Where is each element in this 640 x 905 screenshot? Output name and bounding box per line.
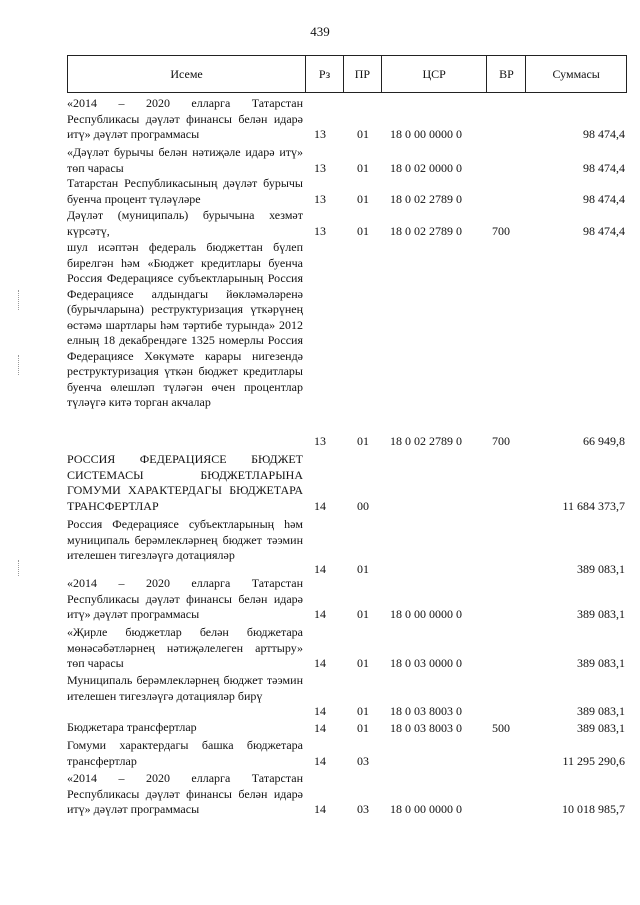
row-pr: 01 — [357, 606, 369, 621]
row-sum: 98 474,4 — [583, 126, 625, 141]
row-pr: 01 — [357, 703, 369, 718]
row-csr: 18 0 00 0000 0 — [390, 126, 462, 141]
table-row — [67, 517, 627, 577]
table-header — [67, 55, 627, 93]
row-csr: 18 0 02 2789 0 — [390, 433, 462, 448]
row-pr: 01 — [357, 720, 369, 735]
row-sum: 389 083,1 — [577, 561, 625, 576]
row-sum: 389 083,1 — [577, 720, 625, 735]
table-row — [67, 720, 627, 736]
row-name: «2014 – 2020 елларга Татарстан Республикасы дәүләт финансы белән идарә итү» дәүләт программасы — [67, 576, 303, 621]
row-name: «2014 – 2020 елларга Татарстан Республикасы дәүләт финансы белән идарә итү» дәүләт программасы — [67, 771, 303, 816]
margin-mark — [18, 355, 20, 375]
row-sum: 98 474,4 — [583, 160, 625, 175]
row-rz: 14 — [314, 801, 326, 816]
row-pr: 03 — [357, 801, 369, 816]
row-name: Дәүләт (муниципаль) бурычына хезмәт күрсәтү, — [67, 208, 303, 238]
row-pr: 01 — [357, 191, 369, 206]
row-sum: 98 474,4 — [583, 191, 625, 206]
row-rz: 14 — [314, 498, 326, 513]
table-row — [67, 673, 627, 719]
row-name: «2014 – 2020 елларга Татарстан Республикасы дәүләт финансы белән идарә итү» дәүләт программасы — [67, 96, 303, 141]
row-rz: 14 — [314, 606, 326, 621]
table-row — [67, 176, 627, 207]
row-vr: 700 — [492, 223, 510, 238]
row-rz: 14 — [314, 655, 326, 670]
table-row — [67, 145, 627, 176]
row-name: «Дәүләт бурычы белән нәтиҗәле идарә итү» төп чарасы — [67, 145, 303, 175]
row-sum: 98 474,4 — [583, 223, 625, 238]
row-pr: 01 — [357, 160, 369, 175]
table-row — [67, 208, 627, 239]
row-csr: 18 0 02 2789 0 — [390, 191, 462, 206]
table-row — [67, 625, 627, 671]
row-pr: 03 — [357, 753, 369, 768]
row-pr: 01 — [357, 223, 369, 238]
header-rz: Рз — [306, 56, 344, 92]
row-name: РОССИЯ ФЕДЕРАЦИЯСЕ БЮДЖЕТ СИСТЕМАСЫ БЮДЖЕТЛАРЫНА ГОМУМИ ХАРАКТЕРДАГЫ БЮДЖЕТАРА ТРАНСФЕРТЛАР — [67, 452, 303, 513]
row-rz: 13 — [314, 223, 326, 238]
row-rz: 14 — [314, 753, 326, 768]
row-sum: 389 083,1 — [577, 703, 625, 718]
row-pr: 01 — [357, 126, 369, 141]
row-name: Гомуми характердагы башка бюджетара трансфертлар — [67, 738, 303, 768]
row-name: Россия Федерациясе субъектларының һәм муниципаль берәмлекләрнең бюджет тәэмин ителешен тигезләүгә дотацияләр — [67, 517, 303, 562]
row-rz: 14 — [314, 720, 326, 735]
row-name: «Җирле бюджетлар белән бюджетара мөнәсәбәтләрнең нәтиҗәлелеген арттыру» төп чарасы — [67, 625, 303, 670]
row-name: Татарстан Республикасының дәүләт бурычы буенча процент түләүләре — [67, 176, 303, 206]
table-row — [67, 738, 627, 769]
row-sum: 11 295 290,6 — [562, 753, 625, 768]
header-sum: Суммасы — [552, 66, 600, 81]
row-name: Бюджетара трансфертлар — [67, 720, 197, 734]
row-sum: 66 949,8 — [583, 433, 625, 448]
row-rz: 13 — [314, 160, 326, 175]
row-sum: 389 083,1 — [577, 606, 625, 621]
row-vr: 700 — [492, 433, 510, 448]
table-row — [67, 96, 627, 142]
row-csr: 18 0 03 8003 0 — [390, 703, 462, 718]
header-pr: ПР — [344, 56, 382, 92]
margin-mark — [18, 290, 20, 310]
row-vr: 500 — [492, 720, 510, 735]
row-rz: 14 — [314, 703, 326, 718]
table-row — [67, 452, 627, 514]
row-csr: 18 0 00 0000 0 — [390, 606, 462, 621]
row-rz: 13 — [314, 433, 326, 448]
row-pr: 01 — [357, 561, 369, 576]
table-row — [67, 240, 627, 449]
row-rz: 14 — [314, 561, 326, 576]
row-csr: 18 0 03 8003 0 — [390, 720, 462, 735]
row-csr: 18 0 00 0000 0 — [390, 801, 462, 816]
header-csr: ЦСР — [382, 56, 488, 92]
row-name: шул исәптән федераль бюджеттан бүлеп бирелгән һәм «Бюджет кредитлары буенча Россия Федерациясе субъектларының Россия Федерациясе алдындагы йөкләмәләренә (бурычларына) реструктуризация үткәрүнең өстәмә шартлары һәм тәртибе турында» 2012 елның 18 декабрендәге 1325 номерлы Россия Федерациясе Хөкүмәте карары нигезендә реструктуризация үткән бюджет кредитлары буенча өлешләп түләгән өчен процентлар түләүгә китә торган акчалар — [67, 240, 303, 409]
header-vr: ВР — [487, 56, 526, 92]
table-row — [67, 771, 627, 817]
table-row — [67, 576, 627, 622]
margin-mark — [18, 560, 20, 576]
row-sum: 389 083,1 — [577, 655, 625, 670]
row-sum: 11 684 373,7 — [562, 498, 625, 513]
row-pr: 01 — [357, 655, 369, 670]
row-pr: 00 — [357, 498, 369, 513]
row-pr: 01 — [357, 433, 369, 448]
row-name: Муниципаль берәмлекләрнең бюджет тәэмин ителешен тигезләүгә дотацияләр бирү — [67, 673, 303, 703]
row-rz: 13 — [314, 191, 326, 206]
row-sum: 10 018 985,7 — [562, 801, 625, 816]
header-name: Исеме — [68, 56, 306, 92]
row-csr: 18 0 02 2789 0 — [390, 223, 462, 238]
row-csr: 18 0 02 0000 0 — [390, 160, 462, 175]
row-csr: 18 0 03 0000 0 — [390, 655, 462, 670]
row-rz: 13 — [314, 126, 326, 141]
page-number: 439 — [310, 24, 330, 39]
